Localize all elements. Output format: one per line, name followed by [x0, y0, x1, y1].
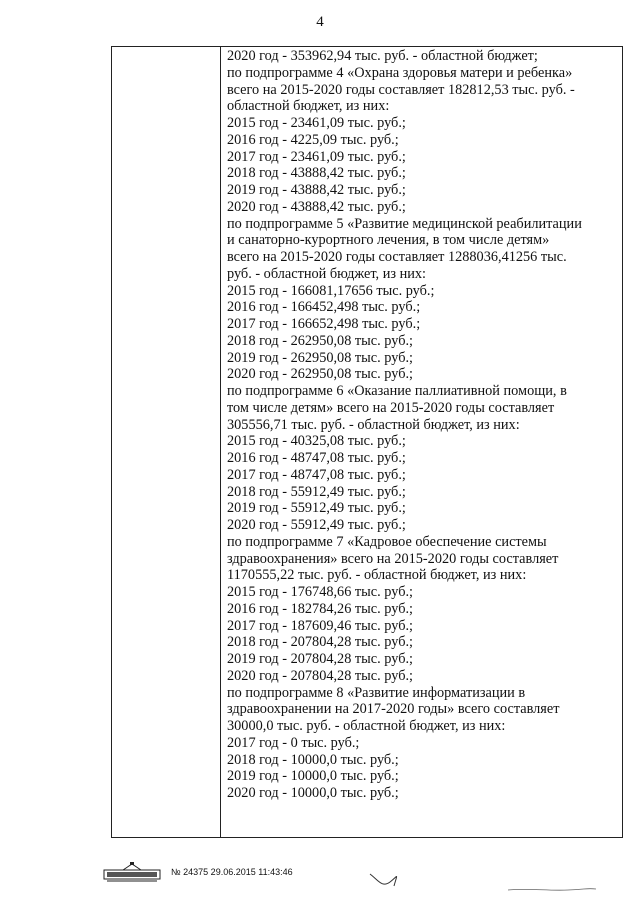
text-line: 2018 год - 10000,0 тыс. руб.; [227, 751, 399, 768]
text-line: 2018 год - 262950,08 тыс. руб.; [227, 332, 414, 349]
page-number: 4 [316, 14, 324, 30]
text-line: по подпрограмме 6 «Оказание паллиативной помощи, в [227, 383, 567, 399]
text-line: 2019 год - 43888,42 тыс. руб.; [227, 182, 406, 198]
text-line: 2015 год - 166081,17656 тыс. руб.; [227, 282, 435, 299]
text-line: 2020 год - 43888,42 тыс. руб.; [227, 198, 406, 215]
signature-mark [368, 868, 598, 898]
registry-stamp-icon [103, 861, 161, 883]
text-line: здравоохранения» всего на 2015-2020 годы составляет [227, 550, 559, 567]
text-line: всего на 2015-2020 годы составляет 1288036,41256 тыс. [227, 249, 567, 265]
text-line: 2020 год - 10000,0 тыс. руб.; [227, 785, 399, 801]
text-line: 2017 год - 48747,08 тыс. руб.; [227, 466, 406, 483]
text-line: 2020 год - 353962,94 тыс. руб. - областной бюджет; [227, 48, 538, 64]
text-line: 2016 год - 4225,09 тыс. руб.; [227, 131, 399, 148]
text-line: 2016 год - 182784,26 тыс. руб.; [227, 600, 414, 617]
table-left-column [112, 47, 221, 837]
text-line: 2016 год - 166452,498 тыс. руб.; [227, 299, 421, 316]
text-line: здравоохранении на 2017-2020 годы» всего составляет [227, 701, 560, 718]
text-line: 2018 год - 207804,28 тыс. руб.; [227, 634, 414, 651]
text-line: 2015 год - 23461,09 тыс. руб.; [227, 115, 406, 131]
text-line: 2015 год - 40325,08 тыс. руб.; [227, 433, 406, 450]
text-line: 2016 год - 48747,08 тыс. руб.; [227, 450, 406, 466]
text-line: 2017 год - 187609,46 тыс. руб.; [227, 617, 414, 634]
text-line: 2017 год - 0 тыс. руб.; [227, 734, 360, 751]
text-line: 30000,0 тыс. руб. - областной бюджет, из них: [227, 718, 506, 734]
text-line: 2019 год - 55912,49 тыс. руб.; [227, 500, 406, 517]
text-line: 2015 год - 176748,66 тыс. руб.; [227, 584, 414, 600]
text-line: 2020 год - 262950,08 тыс. руб.; [227, 366, 414, 383]
text-line: по подпрограмме 7 «Кадровое обеспечение системы [227, 533, 547, 550]
text-line: областной бюджет, из них: [227, 98, 390, 115]
text-line: 2020 год - 207804,28 тыс. руб.; [227, 667, 414, 684]
text-line: и санаторно-курортного лечения, в том числе детям» [227, 232, 550, 249]
text-line: 2018 год - 43888,42 тыс. руб.; [227, 165, 406, 182]
text-line: 2019 год - 262950,08 тыс. руб.; [227, 349, 414, 366]
text-line: том числе детям» всего на 2015-2020 годы составляет [227, 399, 555, 416]
text-line: 2018 год - 55912,49 тыс. руб.; [227, 483, 406, 500]
text-line: 305556,71 тыс. руб. - областной бюджет, из них: [227, 416, 520, 433]
registration-number: № 24375 29.06.2015 11:43:46 [171, 867, 293, 877]
text-line: 2020 год - 55912,49 тыс. руб.; [227, 517, 406, 533]
text-line: по подпрограмме 5 «Развитие медицинской реабилитации [227, 215, 582, 232]
text-line: по подпрограмме 4 «Охрана здоровья матери и ребенка» [227, 64, 573, 81]
text-line: по подпрограмме 8 «Развитие информатизации в [227, 684, 526, 701]
text-line: 2019 год - 207804,28 тыс. руб.; [227, 651, 414, 667]
budget-table [111, 46, 623, 838]
text-line: 1170555,22 тыс. руб. - областной бюджет, из них: [227, 567, 527, 584]
text-line: 2017 год - 166652,498 тыс. руб.; [227, 316, 421, 332]
table-right-column [227, 48, 619, 802]
text-line: 2019 год - 10000,0 тыс. руб.; [227, 768, 399, 785]
text-line: всего на 2015-2020 годы составляет 182812,53 тыс. руб. - [227, 81, 575, 98]
text-line: руб. - областной бюджет, из них: [227, 265, 426, 282]
footer [103, 860, 293, 884]
text-line: 2017 год - 23461,09 тыс. руб.; [227, 148, 406, 165]
